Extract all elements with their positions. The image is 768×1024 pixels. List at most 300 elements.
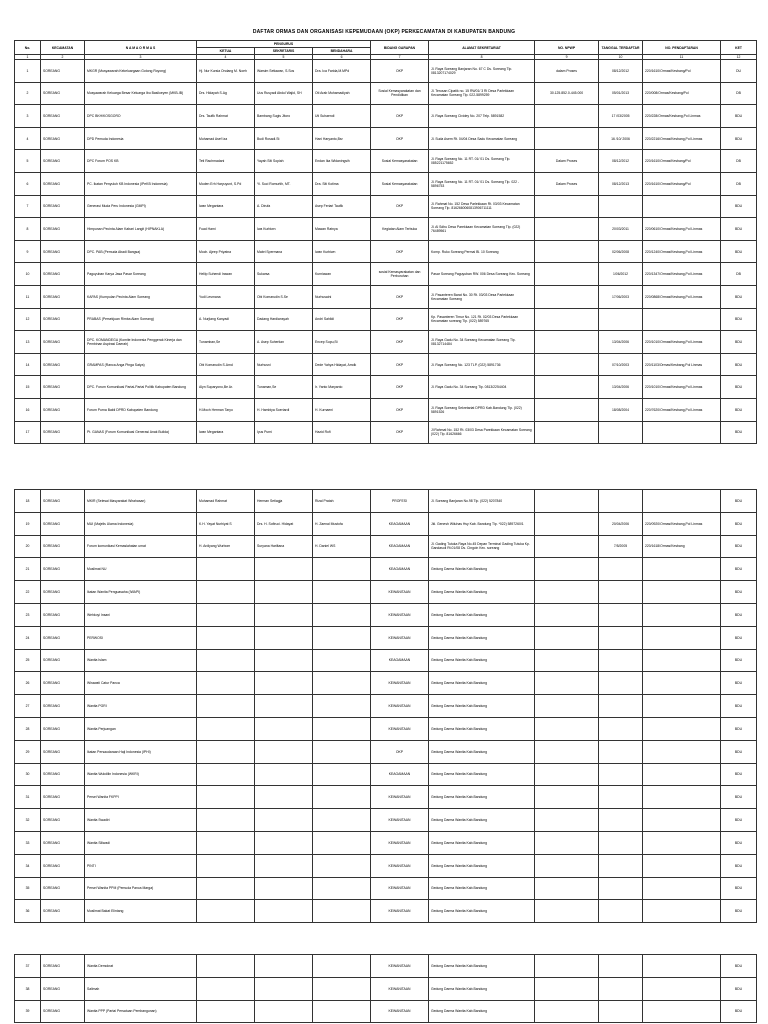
cell-sekretaris: A. Dirufa — [255, 195, 313, 218]
cell-ketua: Muhamad Rahmat — [197, 490, 255, 513]
cell-bidang-garapan: OKP — [371, 353, 429, 376]
cell-no: 1 — [15, 60, 41, 83]
cell-tanggal: 17/06/2003 — [599, 285, 643, 308]
cell-ket: DU — [721, 60, 757, 83]
cell-ket: BDU — [721, 740, 757, 763]
cell-tanggal — [599, 740, 643, 763]
cell-no-pendaftaran — [643, 977, 721, 1000]
cell-tanggal — [599, 900, 643, 923]
cell-no-pendaftaran — [643, 558, 721, 581]
cell-nama-ormas: DPC Forum POS KB — [85, 150, 197, 173]
cell-sekretaris: Warsim Setiawan, S.Sos — [255, 60, 313, 83]
cell-ketua: Obi Komarudin S.Amd — [197, 353, 255, 376]
cell-ketua — [197, 809, 255, 832]
cell-nama-ormas: MKGR (Musyawarah Kekeluargaan Gotong Royong) — [85, 60, 197, 83]
cell-tanggal — [599, 649, 643, 672]
cell-alamat: Jl. Gading Tutuka Raya No.45 Depan Terminal Gading Tutuka Kp. Gandasoli Rt.01/08 Ds. Cingcin Kec. soreang — [429, 535, 535, 558]
cell-no-pendaftaran: 220/1010/Ormas/Kesbang,Pol Linmas — [643, 331, 721, 354]
header-tanggal-terdaftar: TANGGAL TERDAFTAR — [599, 41, 643, 55]
cell-bendahara — [313, 854, 371, 877]
cell-tanggal: 1/06/2012 — [599, 263, 643, 286]
cell-npwp — [535, 877, 599, 900]
cell-ketua: Muhamad Asef Iza — [197, 127, 255, 150]
cell-nama-ormas: DPC. KOMANDEGA (Komite Indonesia Penggerak Kinerja dan Pembinan Aspirasi Daerah) — [85, 331, 197, 354]
table-row — [15, 717, 757, 740]
column-index-cell: 1 — [15, 55, 41, 60]
cell-alamat: Gedung Darma Wanita Kab.Bandung — [429, 900, 535, 923]
cell-ket: BDU — [721, 786, 757, 809]
cell-ketua — [197, 603, 255, 626]
cell-no: 5 — [15, 150, 41, 173]
cell-nama-ormas: Generasi Muda Peru Indonesia (GMPI) — [85, 195, 197, 218]
cell-npwp — [535, 831, 599, 854]
cell-ket: BDU — [721, 195, 757, 218]
cell-tanggal — [599, 581, 643, 604]
cell-ket: BDU — [721, 512, 757, 535]
cell-ket: BDU — [721, 763, 757, 786]
cell-sekretaris — [255, 695, 313, 718]
cell-nama-ormas: PC. Ikatan Penyuluh KB Indonesia (IPeKB Indonesia) — [85, 172, 197, 195]
cell-bidang-garapan: OKP — [371, 105, 429, 128]
cell-bendahara — [313, 809, 371, 832]
cell-bendahara: Encep Supu,St — [313, 331, 371, 354]
cell-kecamatan: SOREANG — [41, 740, 85, 763]
cell-bidang-garapan: OKP — [371, 240, 429, 263]
cell-no: 31 — [15, 786, 41, 809]
ormas-table-page-1 — [14, 40, 757, 444]
cell-kecamatan: SOREANG — [41, 82, 85, 105]
cell-ket: BDU — [721, 877, 757, 900]
table-row — [15, 421, 757, 444]
cell-bendahara — [313, 695, 371, 718]
cell-bidang-garapan: PROFESI — [371, 490, 429, 513]
cell-kecamatan: SOREANG — [41, 150, 85, 173]
cell-sekretaris: Iyus Purni — [255, 421, 313, 444]
cell-nama-ormas: Muslimat Bakat Elintang — [85, 900, 197, 923]
cell-ket: DB — [721, 82, 757, 105]
cell-bendahara: Kurniawan — [313, 263, 371, 286]
cell-ket: BDU — [721, 626, 757, 649]
cell-tanggal — [599, 763, 643, 786]
cell-ketua — [197, 955, 255, 978]
header-npwp: NO. NPWP — [535, 41, 599, 55]
column-index-cell: 9 — [535, 55, 599, 60]
cell-bendahara: Uti Suhaendi — [313, 105, 371, 128]
cell-tanggal — [599, 1000, 643, 1023]
cell-npwp — [535, 285, 599, 308]
cell-no: 20 — [15, 535, 41, 558]
cell-bendahara — [313, 717, 371, 740]
cell-sekretaris: Uus Rusyadi Abdul Wajid, SH — [255, 82, 313, 105]
cell-no: 24 — [15, 626, 41, 649]
table-row — [15, 195, 757, 218]
cell-ketua — [197, 717, 255, 740]
cell-sekretaris — [255, 877, 313, 900]
cell-no: 2 — [15, 82, 41, 105]
cell-bidang-garapan: KEWANITAAN — [371, 581, 429, 604]
cell-kecamatan: SOREANG — [41, 603, 85, 626]
cell-nama-ormas: DPC BKH/KOSGORO — [85, 105, 197, 128]
cell-bendahara: H. Zaenal Mustofa — [313, 512, 371, 535]
table-row — [15, 900, 757, 923]
cell-ket: DB — [721, 150, 757, 173]
cell-no-pendaftaran: 220/0920/Ormas/Kesbang,Pol Linmas — [643, 512, 721, 535]
cell-no-pendaftaran — [643, 490, 721, 513]
cell-tanggal — [599, 626, 643, 649]
cell-alamat: Komp. Ruko Soreang Permai Bl. 10 Soreang — [429, 240, 535, 263]
cell-alamat: Jl Rahmat No. 152 Rt. 03/03 Desa Parekkaan Kecamatan Soreang (022) Tlp. 81626666 — [429, 421, 535, 444]
cell-kecamatan: SOREANG — [41, 955, 85, 978]
table-row — [15, 82, 757, 105]
table-row — [15, 854, 757, 877]
cell-tanggal: 16 /10/ 2006 — [599, 127, 643, 150]
cell-npwp — [535, 955, 599, 978]
header-alamat-sekretariat: ALAMAT SEKRETARIAT — [429, 41, 535, 55]
cell-bendahara — [313, 581, 371, 604]
cell-kecamatan: SOREANG — [41, 854, 85, 877]
cell-npwp — [535, 603, 599, 626]
cell-bidang-garapan: KEAGAMAAN — [371, 558, 429, 581]
cell-bendahara: Iwan Kurbiwn — [313, 240, 371, 263]
cell-tanggal — [599, 786, 643, 809]
column-index-cell: 8 — [429, 55, 535, 60]
cell-sekretaris — [255, 649, 313, 672]
cell-npwp — [535, 763, 599, 786]
cell-ket: BDU — [721, 558, 757, 581]
cell-bidang-garapan: KEWANITAAN — [371, 955, 429, 978]
cell-bendahara: Andri Sahlidi — [313, 308, 371, 331]
cell-alamat: Jl. Pasanteren Barat No. 30 Rt. 03/03 Desa Parlekkaan Kecamatan Soreang — [429, 285, 535, 308]
cell-no-pendaftaran — [643, 581, 721, 604]
table-row — [15, 672, 757, 695]
cell-ket: BDU — [721, 240, 757, 263]
cell-bendahara — [313, 877, 371, 900]
table-row — [15, 263, 757, 286]
cell-kecamatan: SOREANG — [41, 512, 85, 535]
cell-kecamatan: SOREANG — [41, 786, 85, 809]
cell-ketua — [197, 740, 255, 763]
cell-npwp — [535, 535, 599, 558]
cell-alamat: Jl. Raya Gadu No. 34 Soreang Tlp. 0813/2254404 — [429, 376, 535, 399]
cell-sekretaris: H. Hambiya Soeriardi — [255, 398, 313, 421]
cell-no-pendaftaran: 220/1610/Ormas/Kesbang/Pol — [643, 172, 721, 195]
cell-alamat: Gedung Darma Wanita Kab.Bandung — [429, 1000, 535, 1023]
cell-kecamatan: SOREANG — [41, 285, 85, 308]
cell-ketua: Alyn Suparyono,Be Ar. — [197, 376, 255, 399]
cell-nama-ormas: DPD Pemuda Indonesia — [85, 127, 197, 150]
cell-tanggal: 07/10/2003 — [599, 353, 643, 376]
cell-alamat: Gedung Darma Wanita Kab.Bandung — [429, 977, 535, 1000]
table-row — [15, 105, 757, 128]
cell-kecamatan: SOREANG — [41, 831, 85, 854]
cell-bendahara: Oti Arab Muhamadiyah — [313, 82, 371, 105]
cell-alamat: Gedung Darma Wanita Kab.Bandung — [429, 740, 535, 763]
cell-alamat: Jl. Al Sdhu Desa Parekkaan Kecamatan Soreang Tlp. (022) 76489561 — [429, 218, 535, 241]
cell-no: 6 — [15, 172, 41, 195]
document-title: DAFTAR ORMAS DAN ORGANISASI KEPEMUDAAN (OKP) PERKECAMATAN DI KABUPATEN BANDUNG — [252, 29, 516, 35]
cell-npwp — [535, 376, 599, 399]
cell-nama-ormas: Wanita Islam — [85, 649, 197, 672]
cell-sekretaris — [255, 603, 313, 626]
cell-ket: BDU — [721, 955, 757, 978]
cell-no-pendaftaran — [643, 603, 721, 626]
cell-nama-ormas: Wirawati Catur Panca — [85, 672, 197, 695]
cell-bidang-garapan: KEWANITAAN — [371, 1000, 429, 1023]
cell-no-pendaftaran — [643, 308, 721, 331]
cell-nama-ormas: GRAMPAS (Ranca Anga Pinga Satya) — [85, 353, 197, 376]
cell-no: 37 — [15, 955, 41, 978]
cell-alamat: Gedung Darma Wanita Kab.Bandung — [429, 626, 535, 649]
cell-kecamatan: SOREANG — [41, 535, 85, 558]
cell-npwp — [535, 809, 599, 832]
cell-tanggal — [599, 558, 643, 581]
cell-bidang-garapan: KEWANITAAN — [371, 603, 429, 626]
cell-bendahara — [313, 672, 371, 695]
cell-npwp — [535, 218, 599, 241]
cell-kecamatan: SOREANG — [41, 308, 85, 331]
cell-ketua — [197, 581, 255, 604]
cell-tanggal: 17 /03/2005 — [599, 105, 643, 128]
cell-nama-ormas: Wanita Perjuangan — [85, 717, 197, 740]
cell-ket: BDU — [721, 535, 757, 558]
cell-kecamatan: SOREANG — [41, 376, 85, 399]
cell-ketua — [197, 1000, 255, 1023]
cell-sekretaris: Dadang Hardiansyah — [255, 308, 313, 331]
cell-sekretaris — [255, 626, 313, 649]
cell-tanggal — [599, 195, 643, 218]
table-row — [15, 603, 757, 626]
cell-bidang-garapan: Sosial Kemasyarakatan — [371, 150, 429, 173]
cell-no: 34 — [15, 854, 41, 877]
table-row — [15, 649, 757, 672]
cell-ketua — [197, 672, 255, 695]
cell-nama-ormas: PINTI — [85, 854, 197, 877]
cell-nama-ormas: Paguyuban Karya Jasa Pasar Soreang — [85, 263, 197, 286]
column-index-cell: 11 — [643, 55, 721, 60]
cell-sekretaris: Tunaman,Se — [255, 376, 313, 399]
cell-tanggal — [599, 421, 643, 444]
cell-ketua: K.H. Yayat Nurhiyat S — [197, 512, 255, 535]
table-row — [15, 763, 757, 786]
cell-no-pendaftaran: 220/7620/Ormas/Kesbang,Pol Linmas — [643, 398, 721, 421]
cell-ket: BDU — [721, 831, 757, 854]
cell-bidang-garapan: KEWANITAAN — [371, 900, 429, 923]
table-row — [15, 218, 757, 241]
cell-alamat: Jl. Raya Soreang Sekretariat DPRD Kab.Bandung Tlp. (022) 5891526 — [429, 398, 535, 421]
header-pengurus: PENGURUS — [197, 41, 371, 48]
cell-kecamatan: SOREANG — [41, 172, 85, 195]
table-row — [15, 490, 757, 513]
table-row — [15, 740, 757, 763]
cell-alamat: Jl. Raya Soreang No. 123 TLP. (022) 5891736 — [429, 353, 535, 376]
cell-alamat: Kp. Pasanteren Timur No. 121 Rt. 02/03 Desa Parlekkaan Kecamatan soreang Tlp. (022) 589765 — [429, 308, 535, 331]
cell-no-pendaftaran: 220/1347/Ormas/Kesbang,Pol Linmas — [643, 263, 721, 286]
cell-alamat: Jl. Rahmat No. 152 Desa Parlekkaan Rt. 03/03 Kecamatan Soreang Tlp. 8162660060813906711111 — [429, 195, 535, 218]
table-row — [15, 398, 757, 421]
cell-sekretaris — [255, 1000, 313, 1023]
cell-nama-ormas: Wanita Demokrat — [85, 955, 197, 978]
cell-ketua — [197, 558, 255, 581]
cell-no: 12 — [15, 308, 41, 331]
cell-npwp — [535, 649, 599, 672]
cell-tanggal — [599, 854, 643, 877]
cell-npwp — [535, 672, 599, 695]
cell-no: 19 — [15, 512, 41, 535]
cell-no: 27 — [15, 695, 41, 718]
cell-bendahara — [313, 900, 371, 923]
cell-tanggal: 05/01/2013 — [599, 82, 643, 105]
cell-sekretaris: Drs. H. Sofiruci. Hidayat — [255, 512, 313, 535]
cell-tanggal — [599, 308, 643, 331]
cell-tanggal: 7/5/2005 — [599, 535, 643, 558]
cell-sekretaris: A. Asep Suheriian — [255, 331, 313, 354]
cell-no-pendaftaran — [643, 877, 721, 900]
cell-kecamatan: SOREANG — [41, 490, 85, 513]
cell-no-pendaftaran — [643, 695, 721, 718]
cell-alamat: Gedung Darma Wanita Kab.Bandung — [429, 581, 535, 604]
cell-bendahara — [313, 955, 371, 978]
cell-ket: BDU — [721, 695, 757, 718]
cell-npwp — [535, 127, 599, 150]
cell-kecamatan: SOREANG — [41, 558, 85, 581]
header-kecamatan: KECAMATAN — [41, 41, 85, 55]
cell-npwp — [535, 786, 599, 809]
cell-ket: BDU — [721, 977, 757, 1000]
cell-ket: BDU — [721, 308, 757, 331]
cell-tanggal — [599, 809, 643, 832]
cell-tanggal — [599, 672, 643, 695]
cell-bidang-garapan: OKP — [371, 398, 429, 421]
cell-nama-ormas: PRABAS (Persekjuan Rimba Alam Soreang) — [85, 308, 197, 331]
cell-npwp — [535, 512, 599, 535]
cell-nama-ormas: Salimah — [85, 977, 197, 1000]
cell-bidang-garapan: KEAGAMAAN — [371, 535, 429, 558]
cell-bidang-garapan: OKP — [371, 421, 429, 444]
cell-ketua: Yudi Lesmana — [197, 285, 255, 308]
cell-no: 16 — [15, 398, 41, 421]
cell-no-pendaftaran: 220/008/Ormas/Kesbang/Pol — [643, 82, 721, 105]
cell-ketua — [197, 877, 255, 900]
cell-tanggal — [599, 831, 643, 854]
cell-no-pendaftaran: 220/0868/Ormas/Kesbang,Pol Linmas — [643, 285, 721, 308]
cell-kecamatan: SOREANG — [41, 900, 85, 923]
table-row — [15, 172, 757, 195]
cell-kecamatan: SOREANG — [41, 127, 85, 150]
cell-ketua: Iwan Megantara — [197, 421, 255, 444]
cell-ketua: Iwan Megantara — [197, 195, 255, 218]
cell-no-pendaftaran — [643, 1000, 721, 1023]
cell-sekretaris: Yayah Siti Sopiah — [255, 150, 313, 173]
cell-alamat: Jl. Raya Soreang No. 11 RT. 01/ 01 Ds. Soreang Tlp. 085221175652 — [429, 150, 535, 173]
cell-sekretaris: Bambang Sugis Jitoro — [255, 105, 313, 128]
header-no: No. — [15, 41, 41, 55]
cell-tanggal — [599, 695, 643, 718]
cell-alamat: Jl. Soreang Banjaran No.98 Tlp. (022) 5207840 — [429, 490, 535, 513]
table-row — [15, 626, 757, 649]
table-row — [15, 809, 757, 832]
cell-kecamatan: SOREANG — [41, 695, 85, 718]
cell-no-pendaftaran — [643, 831, 721, 854]
column-index-cell: 6 — [313, 55, 371, 60]
cell-alamat: Gedung Darma Wanita Kab.Bandung — [429, 854, 535, 877]
cell-tanggal: 18/08/2004 — [599, 398, 643, 421]
table-row — [15, 831, 757, 854]
cell-no: 17 — [15, 421, 41, 444]
cell-bidang-garapan: KEWANITAAN — [371, 626, 429, 649]
cell-alamat: Gedung Darma Wanita Kab.Bandung — [429, 877, 535, 900]
ormas-table-page-3 — [14, 954, 757, 1023]
cell-npwp — [535, 308, 599, 331]
cell-npwp: Dalam Proses — [535, 172, 599, 195]
cell-sekretaris: Obi Komarudin S.Se — [255, 285, 313, 308]
cell-bidang-garapan: Kegiatan Alam Terbuka — [371, 218, 429, 241]
cell-bendahara: Nurhusaini — [313, 285, 371, 308]
cell-nama-ormas: Persei Wanita FKPPI — [85, 786, 197, 809]
table-row — [15, 150, 757, 173]
cell-tanggal: 13/04/2006 — [599, 331, 643, 354]
cell-bidang-garapan: KEWANITAAN — [371, 977, 429, 1000]
table-row — [15, 127, 757, 150]
cell-ketua — [197, 763, 255, 786]
cell-bidang-garapan: OKP — [371, 308, 429, 331]
cell-bendahara: Ir. Yanto Maryanto — [313, 376, 371, 399]
column-index-cell: 3 — [85, 55, 197, 60]
cell-npwp — [535, 331, 599, 354]
table-row — [15, 786, 757, 809]
cell-nama-ormas: Wanita Siliwadi — [85, 831, 197, 854]
cell-sekretaris: Sukarsa — [255, 263, 313, 286]
cell-nama-ormas: Muslimat NU — [85, 558, 197, 581]
cell-bendahara — [313, 763, 371, 786]
cell-npwp — [535, 490, 599, 513]
cell-alamat: Jl. Raya Soreang No. 11 RT. 01/ 01 Ds. Soreang Tlp. 022 - 5896753 — [429, 172, 535, 195]
cell-bidang-garapan: Sosial Kemasyarakatan — [371, 172, 429, 195]
cell-no-pendaftaran — [643, 195, 721, 218]
cell-npwp — [535, 1000, 599, 1023]
cell-ket: BDU — [721, 105, 757, 128]
cell-bidang-garapan: KEWANITAAN — [371, 831, 429, 854]
cell-nama-ormas: Wanita PPP (Partai Persatuan Pembangunan) — [85, 1000, 197, 1023]
cell-ketua: Drs. Taufik Rahmat — [197, 105, 255, 128]
cell-tanggal: 08/12/2013 — [599, 172, 643, 195]
header-ket: KET — [721, 41, 757, 55]
cell-no-pendaftaran — [643, 626, 721, 649]
cell-ket: BDU — [721, 398, 757, 421]
column-index-cell: 7 — [371, 55, 429, 60]
cell-nama-ormas: DPC. PAB (Pemuda Abadi Bangsa) — [85, 240, 197, 263]
table-row — [15, 285, 757, 308]
cell-no: 13 — [15, 331, 41, 354]
header-no-pendaftaran: NO. PENDAFTARAN — [643, 41, 721, 55]
cell-sekretaris: Herman Setiagja — [255, 490, 313, 513]
cell-bendahara: H. Kurnaeni — [313, 398, 371, 421]
cell-bendahara — [313, 649, 371, 672]
cell-npwp: 30.125.852.0-445.000 — [535, 82, 599, 105]
cell-bendahara — [313, 558, 371, 581]
cell-alamat: Gedung Darma Wanita Kab.Bandung — [429, 672, 535, 695]
table-row — [15, 581, 757, 604]
table-row — [15, 376, 757, 399]
cell-no-pendaftaran — [643, 740, 721, 763]
cell-sekretaris — [255, 955, 313, 978]
cell-bidang-garapan: OKP — [371, 740, 429, 763]
cell-alamat: Gedung Darma Wanita Kab.Bandung — [429, 955, 535, 978]
cell-no: 29 — [15, 740, 41, 763]
cell-sekretaris — [255, 740, 313, 763]
cell-nama-ormas: Ikatan Persaudaraan Haji Indonesia (IPHI) — [85, 740, 197, 763]
cell-tanggal: 02/06/2008 — [599, 240, 643, 263]
cell-no-pendaftaran — [643, 809, 721, 832]
